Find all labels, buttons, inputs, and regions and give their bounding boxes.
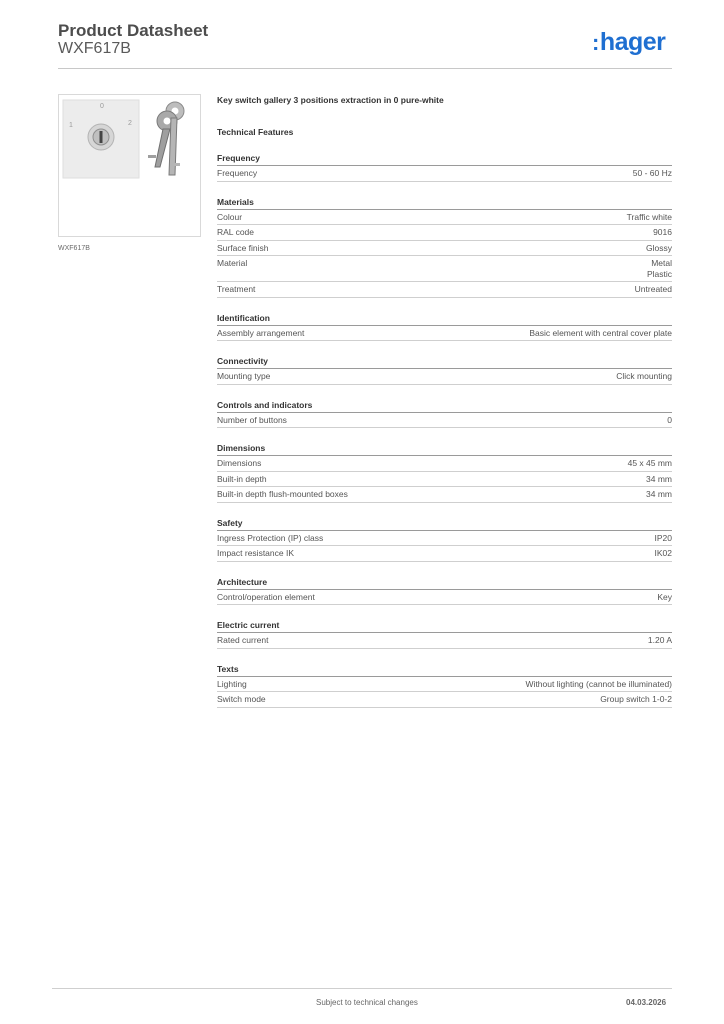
hager-logo: :hager [592, 28, 666, 56]
spec-value [667, 415, 672, 426]
section-title: Electric current [217, 620, 672, 633]
spec-value-line: 0 [667, 414, 672, 425]
spec-content [217, 95, 672, 717]
spec-label: Control/operation element [217, 591, 315, 602]
spec-value-line: Click mounting [616, 371, 672, 381]
footer-divider [52, 988, 672, 989]
spec-section [217, 153, 672, 191]
section-title: Materials [217, 197, 672, 210]
spec-value-line: IP20 [654, 532, 672, 543]
spec-value [655, 533, 673, 544]
dial-label-0: 0 [100, 103, 104, 110]
header-divider [58, 68, 672, 69]
product-code: WXF617B [58, 40, 131, 57]
dial-label-2: 2 [128, 120, 132, 127]
spec-value [616, 371, 672, 382]
footer-note: Subject to technical changes [316, 998, 418, 1007]
product-image [58, 94, 201, 237]
spec-row [217, 413, 672, 429]
technical-features-heading: Technical Features [217, 127, 294, 137]
spec-section [217, 356, 672, 394]
dial-label-1: 1 [69, 122, 73, 129]
spec-value [646, 474, 672, 485]
spec-row [217, 692, 672, 708]
spec-value-line: 34 mm [646, 489, 672, 499]
section-title: Safety [217, 518, 672, 531]
keys-icon [148, 102, 184, 175]
spec-label: Frequency [217, 168, 258, 178]
spec-value [633, 168, 672, 179]
spec-section [217, 443, 672, 512]
spec-value-line: Metal [651, 258, 672, 268]
spec-label: RAL code [217, 227, 255, 237]
spec-value [635, 284, 672, 295]
spec-value-line: 1.20 A [647, 635, 672, 645]
spec-label: Surface finish [217, 242, 269, 253]
spec-label: Lighting [217, 678, 247, 689]
spec-row [217, 546, 672, 562]
spec-row [217, 210, 672, 226]
section-title: Identification [217, 313, 672, 326]
spec-section [217, 518, 672, 571]
spec-label: Material [217, 258, 248, 268]
spec-label: Treatment [217, 284, 256, 294]
spec-value [600, 694, 672, 705]
section-title: Texts [217, 664, 672, 677]
spec-value-line: 50 - 60 Hz [632, 168, 672, 178]
spec-section [217, 620, 672, 658]
spec-row [217, 241, 672, 257]
spec-value [628, 458, 672, 469]
spec-value-line: 45 x 45 mm [627, 458, 672, 468]
spec-label: Mounting type [217, 371, 271, 381]
spec-value-line: 34 mm [646, 473, 672, 484]
spec-value-line: Group switch 1-0-2 [600, 694, 672, 704]
spec-section [217, 313, 672, 351]
spec-row [217, 456, 672, 472]
spec-value [657, 592, 672, 603]
product-name: Key switch gallery 3 positions extraction in 0 pure-white [217, 95, 444, 105]
spec-row [217, 487, 672, 503]
spec-value-line: Untreated [634, 284, 672, 294]
spec-row [217, 225, 672, 241]
section-title: Dimensions [217, 443, 672, 456]
spec-value [646, 243, 672, 254]
spec-label: Colour [217, 211, 243, 222]
spec-value-line: Without lighting (cannot be illuminated) [525, 678, 672, 689]
spec-value [647, 258, 672, 279]
section-title: Connectivity [217, 356, 672, 369]
spec-value-line: Traffic white [626, 211, 672, 222]
spec-label: Impact resistance IK [217, 548, 295, 558]
section-title: Controls and indicators [217, 400, 672, 413]
section-title: Architecture [217, 577, 672, 590]
spec-row [217, 166, 672, 182]
footer-date: 04.03.2026 [626, 998, 667, 1007]
spec-value [648, 635, 672, 646]
spec-value [526, 679, 672, 690]
spec-value [627, 212, 672, 223]
image-caption: WXF617B [58, 245, 90, 252]
spec-label: Rated current [217, 635, 269, 645]
spec-section [217, 197, 672, 307]
spec-row [217, 677, 672, 693]
section-title: Frequency [217, 153, 672, 166]
spec-section [217, 664, 672, 717]
spec-value [653, 227, 672, 238]
spec-value [646, 489, 672, 500]
page-title: Product Datasheet [58, 21, 209, 40]
spec-value-line: IK02 [654, 548, 672, 558]
spec-value [655, 548, 673, 559]
spec-value-line: Glossy [646, 242, 672, 253]
spec-section [217, 400, 672, 438]
spec-row [217, 531, 672, 547]
spec-value-line: Basic element with central cover plate [529, 327, 672, 338]
spec-value-line: Plastic [646, 268, 672, 279]
spec-label: Number of buttons [217, 414, 287, 425]
spec-label: Built-in depth [217, 473, 267, 484]
spec-label: Assembly arrangement [217, 327, 305, 338]
spec-value-line: 9016 [653, 227, 672, 237]
spec-row [217, 369, 672, 385]
spec-row [217, 590, 672, 606]
spec-row [217, 256, 672, 282]
spec-section [217, 577, 672, 615]
spec-row [217, 472, 672, 488]
spec-label: Built-in depth flush-mounted boxes [217, 489, 348, 499]
spec-value-line: Key [657, 591, 672, 602]
spec-row [217, 633, 672, 649]
spec-label: Dimensions [217, 458, 262, 468]
spec-label: Ingress Protection (IP) class [217, 532, 324, 543]
spec-label: Switch mode [217, 694, 266, 704]
spec-sections [217, 153, 672, 717]
spec-row [217, 326, 672, 342]
spec-value [529, 328, 672, 339]
spec-row [217, 282, 672, 298]
